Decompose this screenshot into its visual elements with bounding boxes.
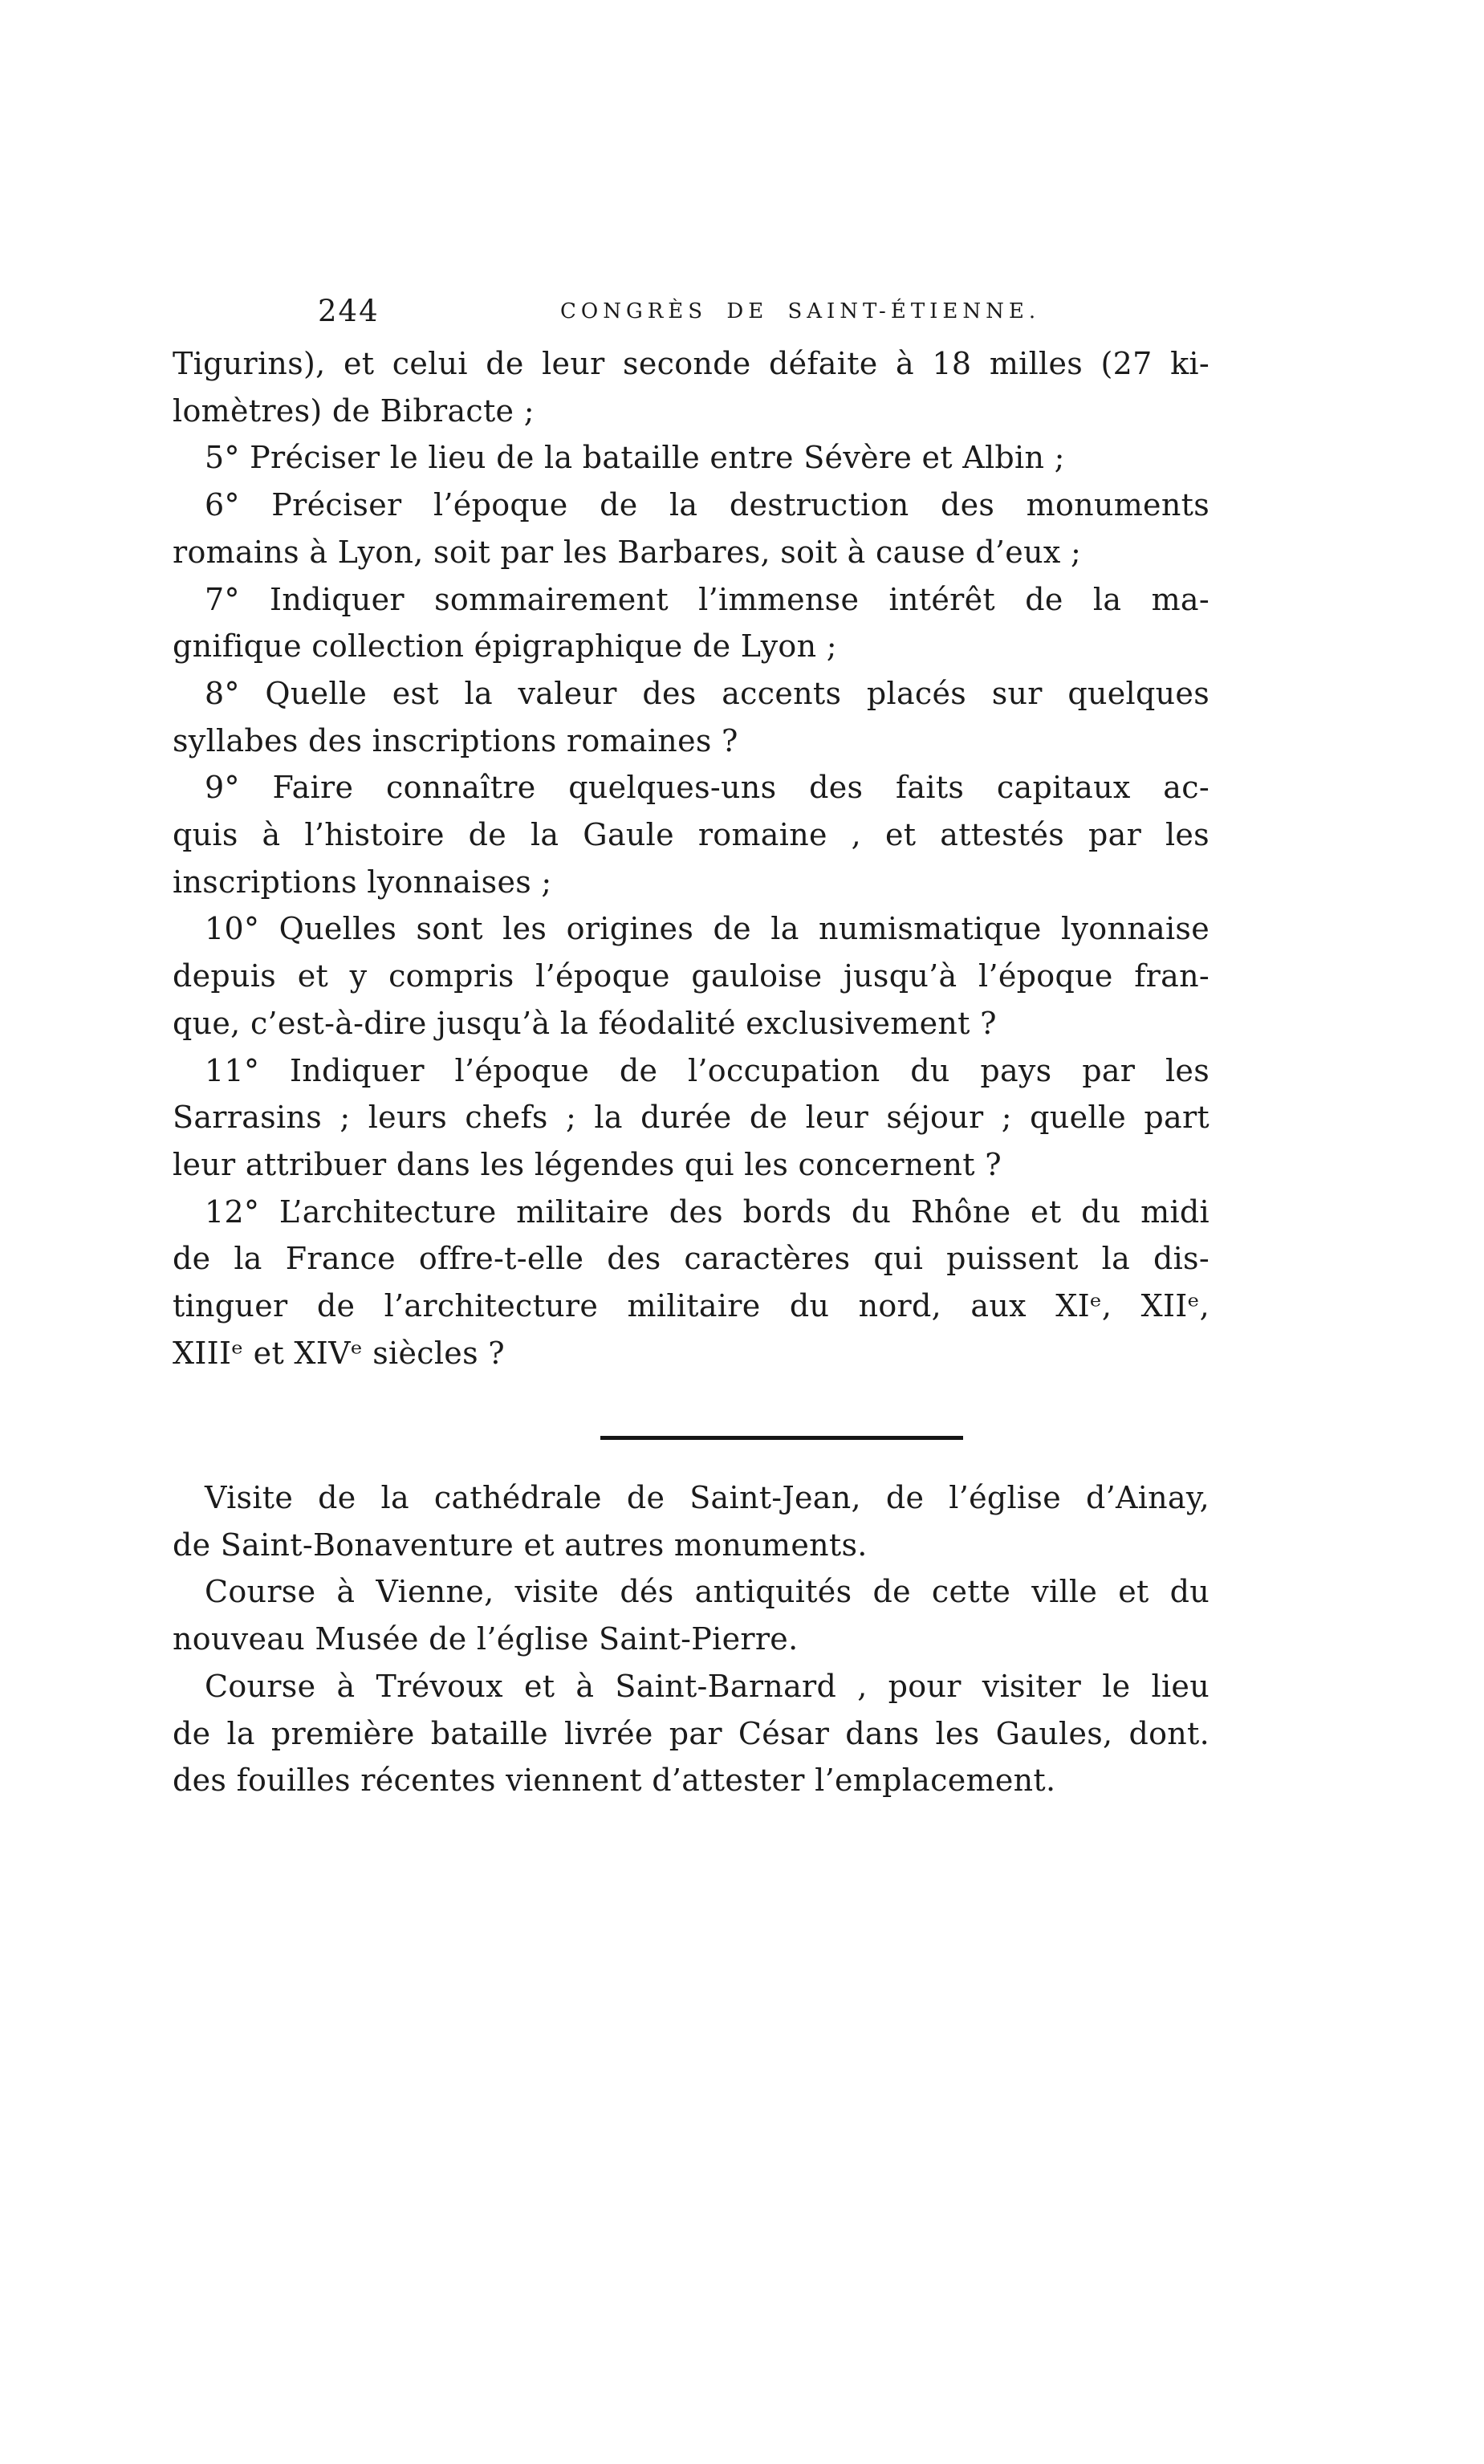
text-line: Sarrasins ; leurs chefs ; la durée de leur séjour ; quelle part: [173, 1100, 1210, 1136]
questions-section: [173, 340, 1210, 1376]
visits-section: [173, 1474, 1210, 1804]
text-line: depuis et y compris l’époque gauloise jusqu’à l’époque fran-: [173, 958, 1210, 994]
text-line: de la France offre-t-elle des caractères qui puissent la dis-: [173, 1241, 1210, 1277]
text-line: 8° Quelle est la valeur des accents placés sur quelques: [205, 675, 1210, 711]
text-line: Visite de la cathédrale de Saint-Jean, de l’église d’Ainay,: [205, 1480, 1210, 1515]
text-line: syllabes des inscriptions romaines ?: [173, 722, 738, 758]
text-line: inscriptions lyonnaises ;: [173, 864, 552, 900]
text-line: Course à Trévoux et à Saint-Barnard , pour visiter le lieu: [205, 1668, 1210, 1704]
text-line: 11° Indiquer l’époque de l’occupation du pays par les: [205, 1052, 1210, 1088]
text-line: que, c’est-à-dire jusqu’à la féodalité exclusivement ?: [173, 1005, 997, 1041]
text-line: 7° Indiquer sommairement l’immense intérêt de la ma-: [205, 581, 1210, 617]
text-line: 5° Préciser le lieu de la bataille entre Sévère et Albin ;: [205, 440, 1065, 476]
text-line: de la première bataille livrée par César dans les Gaules, dont.: [173, 1715, 1210, 1751]
text-line: des fouilles récentes viennent d’attester l’emplacement.: [173, 1763, 1056, 1799]
page-header: [0, 294, 1484, 334]
text-line: tinguer de l’architecture militaire du nord, aux XIᵉ, XIIᵉ,: [173, 1288, 1210, 1324]
text-line: Course à Vienne, visite dés antiquités de cette ville et du: [205, 1574, 1210, 1610]
text-line: nouveau Musée de l’église Saint-Pierre.: [173, 1621, 799, 1657]
text-line: Tigurins), et celui de leur seconde défaite à 18 milles (27 ki-: [173, 346, 1210, 381]
text-line: 12° L’architecture militaire des bords du Rhône et du midi: [205, 1193, 1210, 1230]
text-line: 10° Quelles sont les origines de la numismatique lyonnaise: [205, 911, 1210, 947]
text-line: 9° Faire connaître quelques-uns des faits capitaux ac-: [205, 770, 1210, 806]
text-line: romains à Lyon, soit par les Barbares, soit à cause d’eux ;: [173, 534, 1082, 570]
text-line: gnifique collection épigraphique de Lyon ;: [173, 628, 837, 665]
text-line: leur attribuer dans les légendes qui les concernent ?: [173, 1146, 1002, 1182]
text-line: de Saint-Bonaventure et autres monuments.: [173, 1527, 868, 1563]
text-line: quis à l’histoire de la Gaule romaine , et attestés par les: [173, 817, 1210, 853]
text-line: lomètres) de Bibracte ;: [173, 392, 535, 429]
text-line: 6° Préciser l’époque de la destruction des monuments: [205, 487, 1210, 523]
section-divider: [600, 1436, 963, 1440]
running-title: CONGRÈS DE SAINT-ÉTIENNE.: [560, 299, 1041, 323]
page-number: 244: [318, 294, 380, 328]
text-line: XIIIᵉ et XIVᵉ siècles ?: [173, 1335, 505, 1371]
